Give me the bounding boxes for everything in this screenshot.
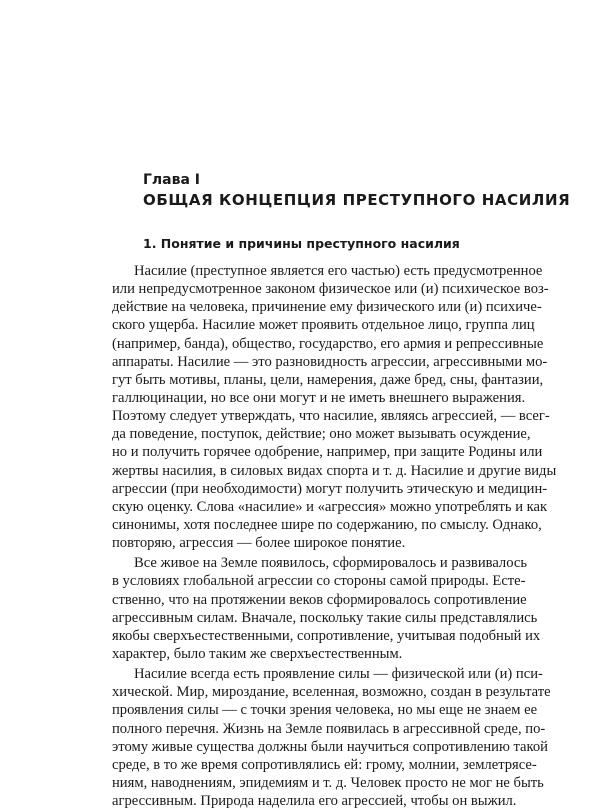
text-line: или непредусмотренное законом физическое или (и) психическое воз- <box>112 281 549 298</box>
paragraph <box>112 262 557 552</box>
body-text <box>112 262 557 810</box>
chapter-title: ОБЩАЯ КОНЦЕПЦИЯ ПРЕСТУПНОГО НАСИЛИЯ <box>143 191 571 209</box>
text-line: полного перечня. Жизнь на Земле появилась в агрессивной среде, по- <box>112 720 546 737</box>
text-line: повторяю, агрессия — более широкое понятие. <box>112 535 406 552</box>
text-line: среде, в то же время сопротивлялись ей: грому, молнии, землетрясе- <box>112 756 537 773</box>
section-title: 1. Понятие и причины преступного насилия <box>143 236 460 251</box>
text-line: Все живое на Земле появилось, сформировалось и развивалось <box>134 555 528 572</box>
text-line: Насилие всегда есть проявление силы — физической или (и) пси- <box>134 666 543 683</box>
text-line: агрессии (при необходимости) могут получить этическую и медицин- <box>112 480 548 497</box>
text-line: ского ущерба. Насилие может проявить отдельное лицо, группа лиц <box>112 317 535 334</box>
text-line: агрессивным силам. Вначале, поскольку такие силы представлялись <box>112 609 538 626</box>
text-line: аппараты. Насилие — это разновидность агрессии, агрессивными мо- <box>112 353 548 370</box>
text-line: действие на человека, причинение ему физического или (и) психиче- <box>112 299 542 316</box>
text-line: ственно, что на протяжении веков сформировалось сопротивление <box>112 591 527 608</box>
text-line: жертвы насилия, в силовых видах спорта и т. д. Насилие и другие виды <box>112 462 557 479</box>
text-line: характер, было таким же сверхъестественным. <box>112 645 403 662</box>
chapter-label: Глава I <box>143 172 201 188</box>
text-line: да поведение, поступок, действие; оно может вызывать осуждение, <box>112 426 531 443</box>
text-line: ниям, наводнениям, эпидемиям и т. д. Человек просто не мог не быть <box>112 774 544 791</box>
text-line: якобы сверхъестественными, сопротивление, учитывая подобный их <box>112 627 541 644</box>
text-line: (например, банда), общество, государство, его армия и репрессивные <box>112 335 544 352</box>
text-line: этому живые существа должны были научиться сопротивлению такой <box>112 738 548 755</box>
text-line: синонимы, хотя последнее шире по содержанию, по смыслу. Однако, <box>112 516 542 533</box>
text-line: в условиях глобальной агрессии со стороны самой природы. Есте- <box>112 573 526 590</box>
text-line: скую оценку. Слова «насилие» и «агрессия» можно употреблять и как <box>112 498 548 515</box>
text-line: но и получить горячее одобрение, например, при защите Родины или <box>112 444 543 461</box>
text-line: хической. Мир, мироздание, вселенная, возможно, создан в результате <box>112 684 551 701</box>
text-line: агрессивным. Природа наделила его агрессией, чтобы он выжил. <box>112 793 517 810</box>
text-line: проявления силы — с точки зрения человека, но мы еще не знаем ее <box>112 702 538 719</box>
text-line: галлюцинации, но все они могут и не иметь внешнего выражения. <box>112 389 526 406</box>
text-line: гут быть мотивы, планы, цели, намерения, даже бред, сны, фантазии, <box>112 371 544 388</box>
paragraph <box>112 554 541 663</box>
text-line: Поэтому следует утверждать, что насилие, являясь агрессией, — всег- <box>112 408 550 425</box>
text-line: Насилие (преступное является его частью) есть предусмотренное <box>134 263 543 279</box>
paragraph <box>112 665 551 810</box>
